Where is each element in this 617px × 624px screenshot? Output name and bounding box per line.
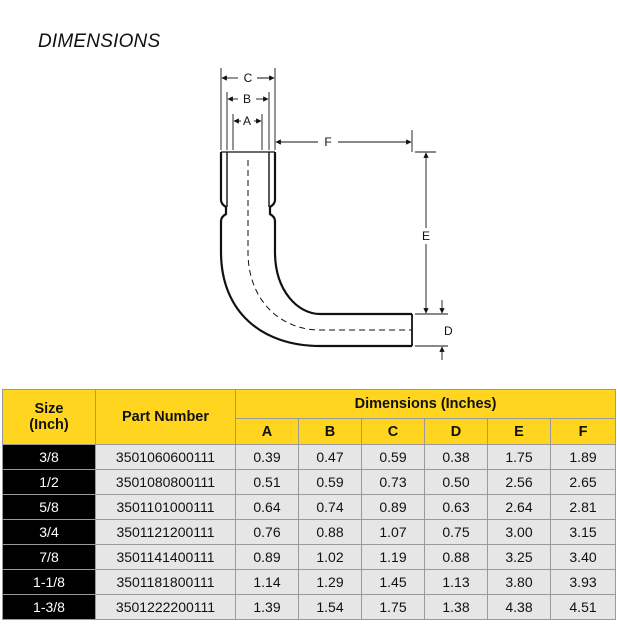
size-cell: 1/2 xyxy=(3,470,96,495)
dim-a-cell: 1.39 xyxy=(236,595,299,620)
size-cell: 5/8 xyxy=(3,495,96,520)
elbow-inner-wall xyxy=(270,152,412,314)
part-number-cell: 3501101000111 xyxy=(96,495,236,520)
extension-lines xyxy=(221,68,448,346)
column-header-b: B xyxy=(299,419,362,445)
column-header-f: F xyxy=(551,419,616,445)
table-row xyxy=(3,570,616,595)
elbow-centerline xyxy=(248,160,412,330)
part-number-cell: 3501181800111 xyxy=(96,570,236,595)
dim-a-cell: 0.76 xyxy=(236,520,299,545)
dim-a-cell: 0.39 xyxy=(236,445,299,470)
dim-b-cell: 1.02 xyxy=(299,545,362,570)
dim-f-cell: 2.65 xyxy=(551,470,616,495)
dim-f-cell: 3.40 xyxy=(551,545,616,570)
dim-label-f: F xyxy=(324,135,332,149)
dim-e-cell: 4.38 xyxy=(488,595,551,620)
column-header-e: E xyxy=(488,419,551,445)
part-number-cell: 3501121200111 xyxy=(96,520,236,545)
dim-d-cell: 1.13 xyxy=(425,570,488,595)
dim-label-c: C xyxy=(243,71,253,85)
table-row xyxy=(3,445,616,470)
dim-a-cell: 0.64 xyxy=(236,495,299,520)
dim-d-cell: 0.75 xyxy=(425,520,488,545)
dim-e-cell: 1.75 xyxy=(488,445,551,470)
dim-f-cell: 2.81 xyxy=(551,495,616,520)
dim-e-cell: 2.56 xyxy=(488,470,551,495)
dimensions-table xyxy=(2,389,616,620)
dim-c-cell: 0.89 xyxy=(362,495,425,520)
dim-d-cell: 0.38 xyxy=(425,445,488,470)
dim-b-cell: 0.47 xyxy=(299,445,362,470)
dim-e-cell: 2.64 xyxy=(488,495,551,520)
table-row xyxy=(3,595,616,620)
elbow-outer-wall xyxy=(221,152,412,346)
dim-label-a: A xyxy=(242,114,252,128)
dim-f-cell: 4.51 xyxy=(551,595,616,620)
dim-f-cell: 1.89 xyxy=(551,445,616,470)
dim-b-cell: 1.29 xyxy=(299,570,362,595)
size-cell: 1-3/8 xyxy=(3,595,96,620)
size-cell: 3/4 xyxy=(3,520,96,545)
dim-a-cell: 0.89 xyxy=(236,545,299,570)
dim-e-cell: 3.80 xyxy=(488,570,551,595)
part-number-cell: 3501222200111 xyxy=(96,595,236,620)
dim-c-cell: 1.45 xyxy=(362,570,425,595)
size-header xyxy=(3,390,96,445)
table-row xyxy=(3,520,616,545)
size-header-line1: Size xyxy=(34,401,64,417)
dim-e-cell: 3.00 xyxy=(488,520,551,545)
dim-a-cell: 0.51 xyxy=(236,470,299,495)
dim-f-cell: 3.15 xyxy=(551,520,616,545)
size-cell: 7/8 xyxy=(3,545,96,570)
dim-d-cell: 0.63 xyxy=(425,495,488,520)
dim-c-cell: 0.59 xyxy=(362,445,425,470)
dim-label-d: D xyxy=(444,324,453,338)
dim-c-cell: 0.73 xyxy=(362,470,425,495)
table-row xyxy=(3,495,616,520)
column-header-d: D xyxy=(425,419,488,445)
size-header-line2: (Inch) xyxy=(29,417,69,433)
size-cell: 1-1/8 xyxy=(3,570,96,595)
dim-c-cell: 1.07 xyxy=(362,520,425,545)
dim-b-cell: 0.88 xyxy=(299,520,362,545)
dimension-lines xyxy=(222,78,442,360)
dim-f-cell: 3.93 xyxy=(551,570,616,595)
dimensions-header: Dimensions (Inches) xyxy=(236,390,616,419)
dim-c-cell: 1.75 xyxy=(362,595,425,620)
dim-b-cell: 0.74 xyxy=(299,495,362,520)
column-header-a: A xyxy=(236,419,299,445)
dim-b-cell: 1.54 xyxy=(299,595,362,620)
dim-d-cell: 1.38 xyxy=(425,595,488,620)
dim-d-cell: 0.88 xyxy=(425,545,488,570)
dim-label-b: B xyxy=(242,92,252,106)
size-cell: 3/8 xyxy=(3,445,96,470)
dim-e-cell: 3.25 xyxy=(488,545,551,570)
table-row xyxy=(3,545,616,570)
dim-label-e: E xyxy=(421,229,431,243)
part-number-cell: 3501141400111 xyxy=(96,545,236,570)
part-number-header: Part Number xyxy=(96,390,236,445)
dim-a-cell: 1.14 xyxy=(236,570,299,595)
dim-d-cell: 0.50 xyxy=(425,470,488,495)
table-row xyxy=(3,470,616,495)
page-title: DIMENSIONS xyxy=(38,31,161,52)
dim-c-cell: 1.19 xyxy=(362,545,425,570)
part-number-cell: 3501080800111 xyxy=(96,470,236,495)
part-number-cell: 3501060600111 xyxy=(96,445,236,470)
column-header-c: C xyxy=(362,419,425,445)
dim-b-cell: 0.59 xyxy=(299,470,362,495)
